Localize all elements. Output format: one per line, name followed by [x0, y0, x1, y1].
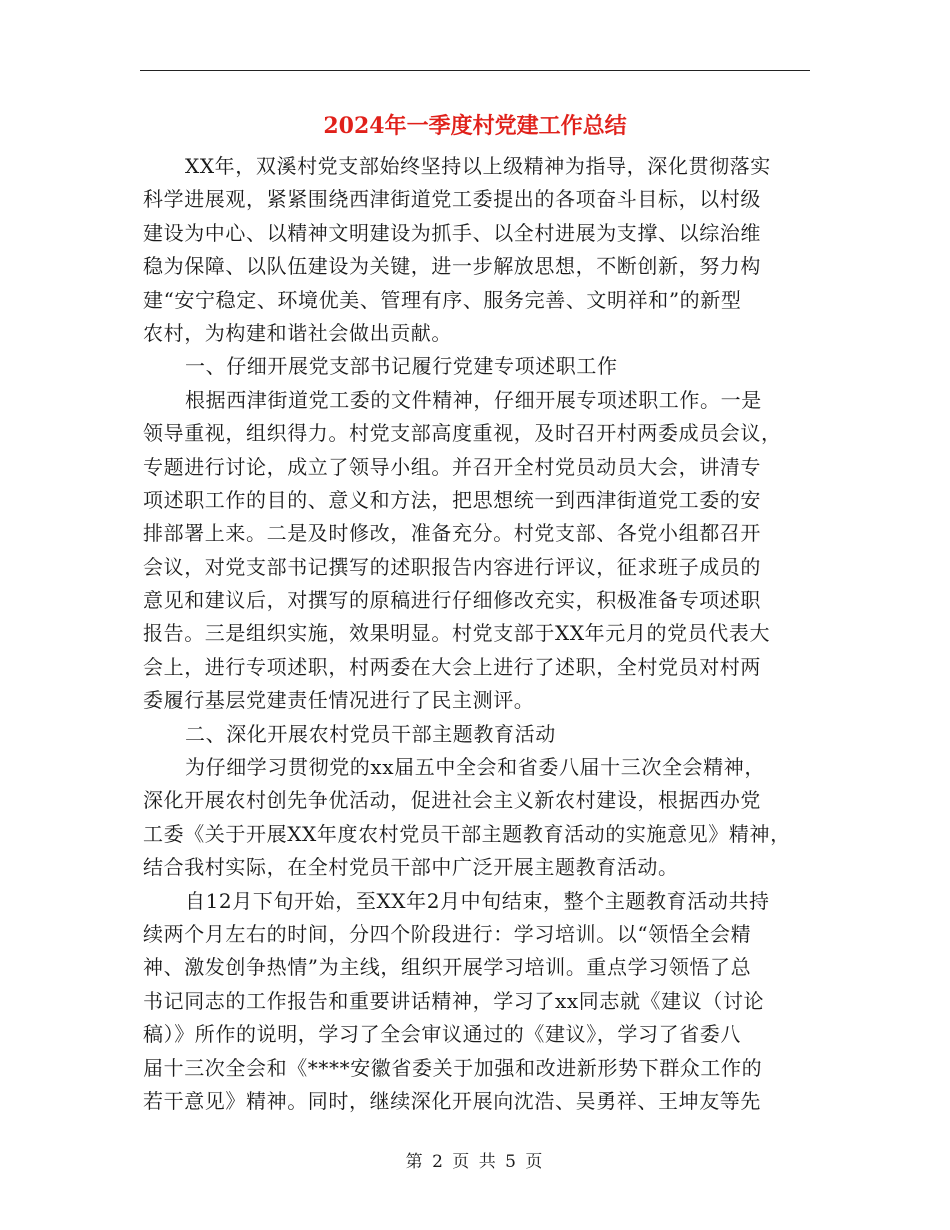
paragraph-line: 报告。三是组织实施，效果明显。村党支部于XX年元月的党员代表大 — [143, 621, 771, 646]
paragraph-line: 排部署上来。二是及时修改，准备充分。村党支部、各党小组都召开 — [143, 521, 761, 546]
page-number-footer: 第 2 页 共 5 页 — [405, 1152, 545, 1172]
paragraph-line: 稳为保障、以队伍建设为关键，进一步解放思想，不断创新，努力构 — [143, 254, 761, 279]
document-title: 2024年一季度村党建工作总结 — [323, 113, 627, 139]
header-rule — [140, 70, 810, 71]
paragraph-line: 若干意见》精神。同时，继续深化开展向沈浩、吴勇祥、王坤友等先 — [143, 1088, 761, 1113]
paragraph-line: 会上，进行专项述职，村两委在大会上进行了述职，全村党员对村两 — [143, 654, 761, 679]
paragraph-line: 结合我村实际，在全村党员干部中广泛开展主题教育活动。 — [143, 855, 679, 880]
paragraph-line: 农村，为构建和谐社会做出贡献。 — [143, 320, 452, 345]
paragraph-line: XX年，双溪村党支部始终坚持以上级精神为指导，深化贯彻落实 — [185, 154, 771, 178]
paragraph-line: 书记同志的工作报告和重要讲话精神，学习了xx同志就《建议（讨论 — [143, 988, 765, 1013]
paragraph-line: 深化开展农村创先争优活动，促进社会主义新农村建设，根据西办党 — [143, 788, 761, 813]
paragraph-line: 委履行基层党建责任情况进行了民主测评。 — [143, 688, 535, 713]
paragraph-line: 专题进行讨论，成立了领导小组。并召开全村党员动员大会，讲清专 — [143, 454, 761, 479]
paragraph-line: 为仔细学习贯彻党的xx届五中全会和省委八届十三次全会精神， — [185, 755, 765, 780]
paragraph-line: 工委《关于开展XX年度农村党员干部主题教育活动的实施意见》精神， — [143, 821, 791, 846]
paragraph-line: 领导重视，组织得力。村党支部高度重视，及时召开村两委成员会议， — [143, 421, 782, 446]
paragraph-line: 科学进展观，紧紧围绕西津街道党工委提出的各项奋斗目标，以村级 — [143, 187, 761, 212]
section-heading-1: 一、仔细开展党支部书记履行党建专项述职工作 — [185, 354, 618, 379]
paragraph-line: 建“安宁稳定、环境优美、管理有序、服务完善、文明祥和”的新型 — [143, 287, 742, 312]
paragraph-line: 会议，对党支部书记撰写的述职报告内容进行评议，征求班子成员的 — [143, 554, 761, 579]
paragraph-line: 项述职工作的目的、意义和方法，把思想统一到西津街道党工委的安 — [143, 487, 761, 512]
paragraph-line: 稿）》所作的说明，学习了全会审议通过的《建议》，学习了省委八 — [143, 1022, 741, 1047]
paragraph-line: 自12月下旬开始，至XX年2月中旬结束，整个主题教育活动共持 — [185, 888, 770, 913]
paragraph-line: 届十三次全会和《****安徽省委关于加强和改进新形势下群众工作的 — [143, 1055, 763, 1080]
paragraph-line: 续两个月左右的时间，分四个阶段进行：学习培训。以“领悟全会精 — [143, 921, 752, 946]
paragraph-line: 建设为中心、以精神文明建设为抓手、以全村进展为支撑、以综治维 — [143, 220, 761, 245]
paragraph-line: 意见和建议后，对撰写的原稿进行仔细修改充实，积极准备专项述职 — [143, 588, 761, 613]
paragraph-line: 神、激发创争热情”为主线，组织开展学习培训。重点学习领悟了总 — [143, 955, 752, 980]
section-heading-2: 二、深化开展农村党员干部主题教育活动 — [185, 721, 556, 746]
paragraph-line: 根据西津街道党工委的文件精神，仔细开展专项述职工作。一是 — [185, 387, 762, 412]
document-body — [143, 150, 811, 1118]
